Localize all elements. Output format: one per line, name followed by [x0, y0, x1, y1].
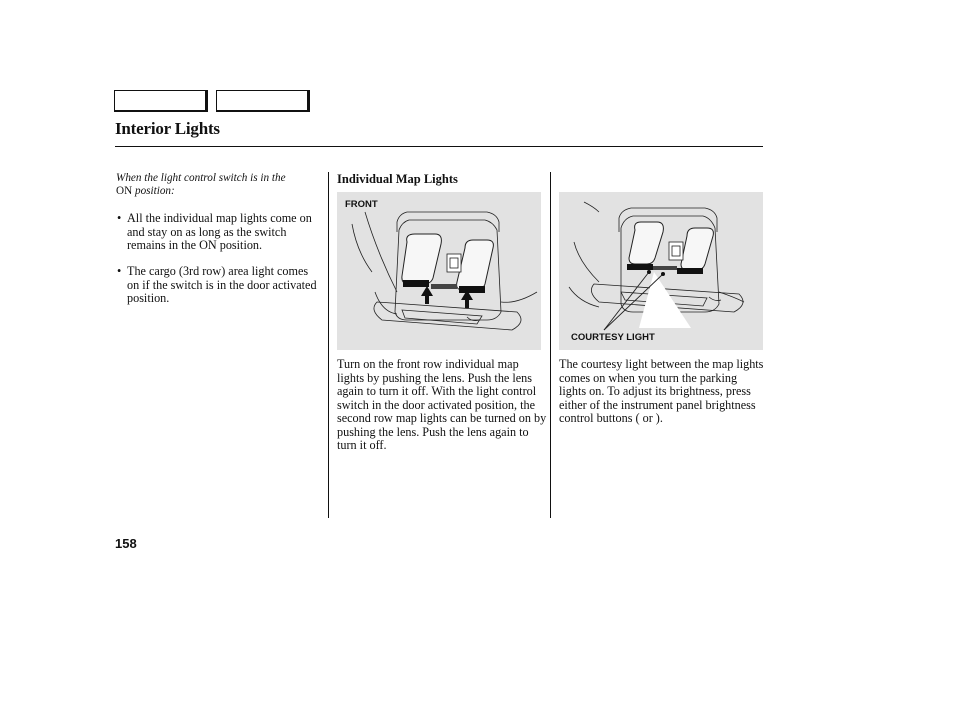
bullet-text: All the individual map lights come on and stay on as long as the switch remains in the ON position. [127, 211, 312, 252]
intro-on: ON [116, 185, 133, 197]
list-item [116, 212, 321, 253]
figure-label-courtesy-light: COURTESY LIGHT [571, 332, 655, 343]
column1-intro [116, 172, 321, 198]
map-lights-figure [337, 192, 541, 350]
section-heading: Individual Map Lights [337, 172, 458, 186]
intro-italic-a: When the light control switch is in the [116, 172, 286, 184]
courtesy-light-paragraph: The courtesy light between the map lights comes on when you turn the parking lights on. To adjust its brightness, press either of the instrument panel brightness control buttons ( or ). [559, 357, 764, 425]
bullet-dot: • [117, 211, 122, 225]
page-title: Interior Lights [115, 119, 220, 138]
courtesy-light-illustration [559, 192, 763, 350]
map-lights-illustration [337, 192, 541, 350]
map-lights-paragraph: Turn on the front row individual map lights by pushing the lens. Push the lens again to turn it off. With the light control switch in the door activated position, the second row map lights can be turned on by pushing the lens. Push the lens again to turn it off. [337, 357, 547, 452]
column-divider-2 [550, 172, 551, 518]
bullet-list-2 [116, 265, 321, 306]
nav-tab-1[interactable] [114, 90, 208, 112]
courtesy-light-figure [559, 192, 763, 350]
nav-tab-2[interactable] [216, 90, 310, 112]
intro-italic-b: position: [134, 185, 175, 197]
column-divider-1 [328, 172, 329, 518]
bullet-text: The cargo (3rd row) area light comes on if the switch is in the door activated position. [127, 264, 317, 305]
bullet-dot: • [117, 264, 122, 278]
bullet-list-1 [116, 212, 321, 253]
list-item [116, 265, 321, 306]
title-divider [115, 146, 763, 147]
figure-label-front: FRONT [345, 199, 378, 210]
page-number: 158 [115, 536, 137, 551]
